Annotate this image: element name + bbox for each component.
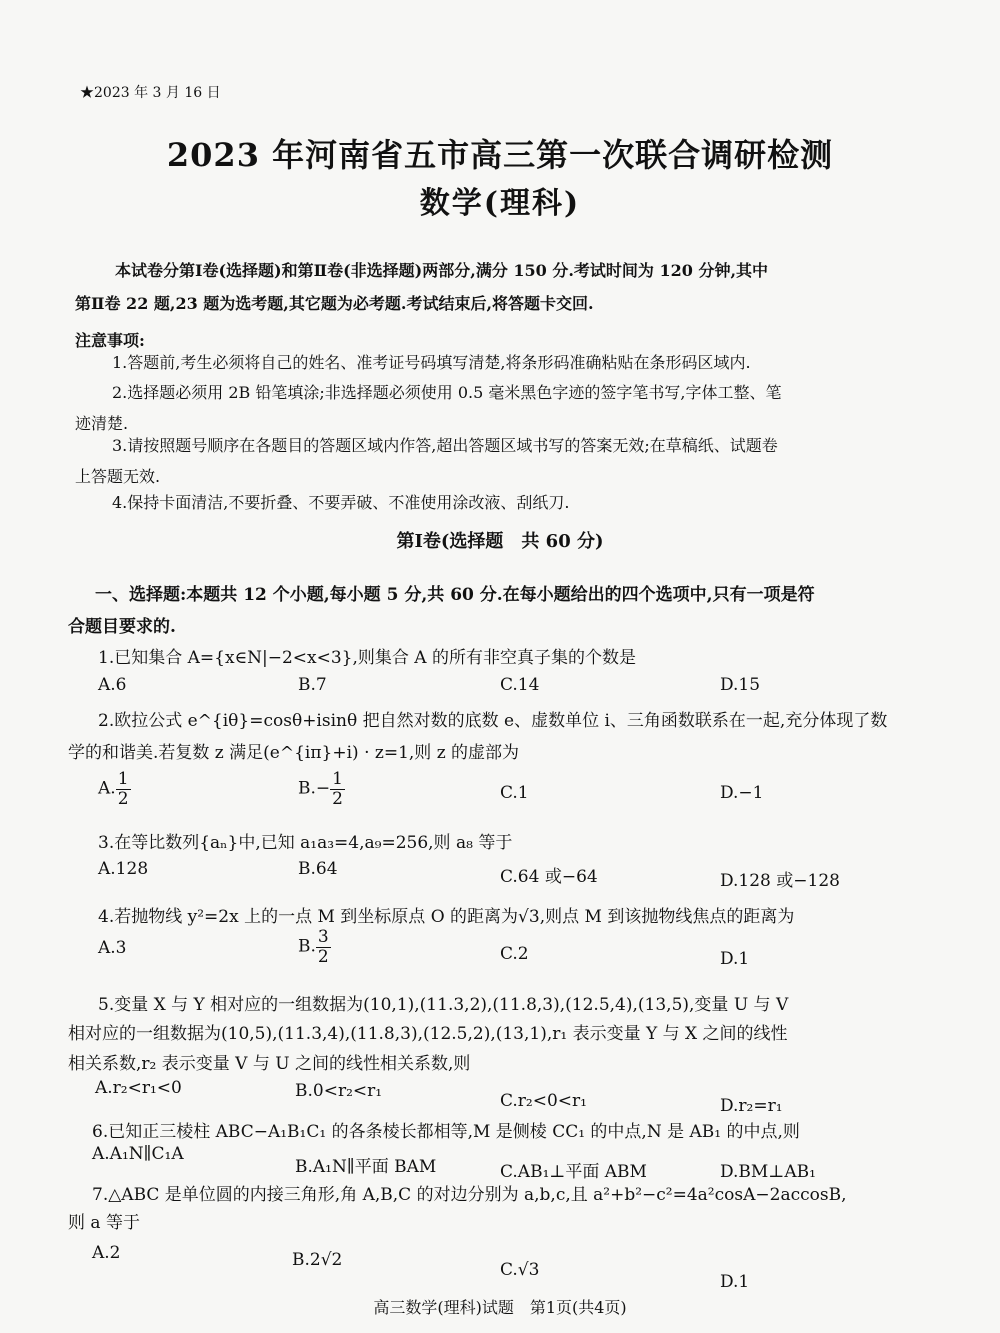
q7-option-c: C.√3 <box>500 1260 540 1280</box>
q7-option-d: D.1 <box>720 1272 750 1292</box>
q2-option-c: C.1 <box>500 783 529 803</box>
q4-option-d: D.1 <box>720 949 750 969</box>
q5-option-c: C.r₂<0<r₁ <box>500 1091 587 1111</box>
q4-option-a: A.3 <box>98 938 127 958</box>
question-4-stem: 4.若抛物线 y²=2x 上的一点 M 到坐标原点 O 的距离为√3,则点 M 到该抛物线焦点的距离为 <box>98 907 795 927</box>
question-7-stem-cont: 则 a 等于 <box>68 1213 140 1233</box>
question-3-stem: 3.在等比数列{aₙ}中,已知 a₁a₃=4,a₉=256,则 a₈ 等于 <box>98 833 513 853</box>
section-instructions-cont: 合题目要求的. <box>68 617 176 637</box>
q3-option-d: D.128 或−128 <box>720 871 840 891</box>
section-title: 第Ⅰ卷(选择题 共 60 分) <box>396 531 604 552</box>
q6-option-a: A.A₁N∥C₁A <box>92 1144 184 1164</box>
question-6-stem: 6.已知正三棱柱 ABC−A₁B₁C₁ 的各条棱长都相等,M 是侧棱 CC₁ 的中点,N 是 AB₁ 的中点,则 <box>92 1122 800 1142</box>
q7-option-a: A.2 <box>92 1243 121 1263</box>
q1-option-c: C.14 <box>500 675 540 695</box>
exam-subject: 数学(理科) <box>419 186 581 221</box>
q1-option-b: B.7 <box>298 675 327 695</box>
notice-item-4: 4.保持卡面清洁,不要折叠、不要弄破、不准使用涂改液、刮纸刀. <box>112 493 570 512</box>
q2-option-d: D.−1 <box>720 783 764 803</box>
notice-title: 注意事项: <box>75 331 145 350</box>
q5-option-b: B.0<r₂<r₁ <box>295 1081 383 1101</box>
section-instructions: 一、选择题:本题共 12 个小题,每小题 5 分,共 60 分.在每小题给出的四个选项中,只有一项是符 <box>95 585 815 605</box>
exam-title: 2023 年河南省五市高三第一次联合调研检测 <box>166 136 834 174</box>
q3-option-a: A.128 <box>98 859 149 879</box>
question-2-stem: 2.欧拉公式 e^{iθ}=cosθ+isinθ 把自然对数的底数 e、虚数单位 i、三角函数联系在一起,充分体现了数 <box>98 711 888 731</box>
q5-option-d: D.r₂=r₁ <box>720 1096 783 1116</box>
question-5-stem-cont-1: 相对应的一组数据为(10,5),(11.3,4),(11.8,3),(12.5,2),(13,1),r₁ 表示变量 Y 与 X 之间的线性 <box>68 1024 788 1044</box>
q1-option-d: D.15 <box>720 675 761 695</box>
notice-item-1: 1.答题前,考生必须将自己的姓名、准考证号码填写清楚,将条形码准确粘贴在条形码区域内. <box>112 353 751 372</box>
notice-item-2-cont: 迹清楚. <box>75 414 129 433</box>
q3-option-b: B.64 <box>298 859 338 879</box>
q6-option-b: B.A₁N∥平面 BAM <box>295 1157 437 1177</box>
notice-item-3-cont: 上答题无效. <box>75 467 161 486</box>
q6-option-c: C.AB₁⊥平面 ABM <box>500 1162 647 1182</box>
q7-option-b: B.2√2 <box>292 1250 343 1270</box>
page-footer: 高三数学(理科)试题 第1页(共4页) <box>373 1298 627 1317</box>
q5-option-a: A.r₂<r₁<0 <box>95 1078 182 1098</box>
question-5-stem: 5.变量 X 与 Y 相对应的一组数据为(10,1),(11.3,2),(11.8,3),(12.5,4),(13,5),变量 U 与 V <box>98 995 789 1015</box>
question-1-stem: 1.已知集合 A={x∈N|−2<x<3},则集合 A 的所有非空真子集的个数是 <box>98 648 636 668</box>
q6-option-d: D.BM⊥AB₁ <box>720 1162 816 1182</box>
notice-item-2: 2.选择题必须用 2B 铅笔填涂;非选择题必须使用 0.5 毫米黑色字迹的签字笔书写,字体工整、笔 <box>112 383 782 402</box>
q4-option-b: B. $\frac{3}{2}$ <box>298 927 329 967</box>
q1-option-a: A.6 <box>98 675 127 695</box>
q2-option-b: B.− $\frac{1}{2}$ <box>298 769 343 809</box>
intro-line-2: 第Ⅱ卷 22 题,23 题为选考题,其它题为必考题.考试结束后,将答题卡交回. <box>75 294 594 313</box>
question-2-stem-cont: 学的和谐美.若复数 z 满足(e^{iπ}+i) · z=1,则 z 的虚部为 <box>68 743 520 763</box>
question-5-stem-cont-2: 相关系数,r₂ 表示变量 V 与 U 之间的线性相关系数,则 <box>68 1054 471 1074</box>
question-7-stem: 7.△ABC 是单位圆的内接三角形,角 A,B,C 的对边分别为 a,b,c,且 a²+b²−c²=4a²cosA−2accosB, <box>92 1185 847 1205</box>
intro-line-1: 本试卷分第Ⅰ卷(选择题)和第Ⅱ卷(非选择题)两部分,满分 150 分.考试时间为 120 分钟,其中 <box>115 261 769 280</box>
notice-item-3: 3.请按照题号顺序在各题目的答题区域内作答,超出答题区域书写的答案无效;在草稿纸、试题卷 <box>112 436 778 455</box>
q2-option-a: A. $\frac{1}{2}$ <box>98 769 129 809</box>
q4-option-c: C.2 <box>500 944 529 964</box>
q3-option-c: C.64 或−64 <box>500 867 598 887</box>
exam-date: ★2023 年 3 月 16 日 <box>80 85 221 101</box>
